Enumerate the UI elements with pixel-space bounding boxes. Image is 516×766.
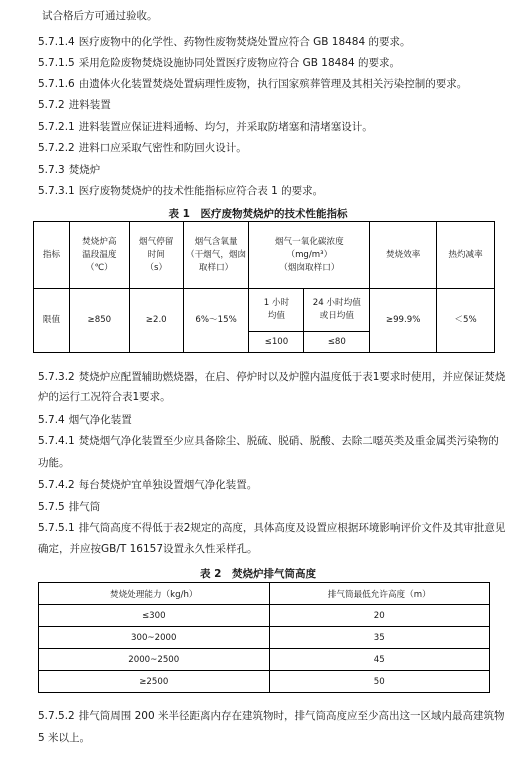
value-co-hour: ≤100 (249, 332, 304, 353)
section-heading: 5.7.2 进料装置 (38, 99, 111, 111)
header-residence: 烟气停留 时间 （s） (129, 222, 183, 289)
section-heading: 5.7.3 焚烧炉 (38, 164, 101, 176)
paragraph: 5.7.5.1 排气筒高度不得低于表2规定的高度，具体高度及设置应根据环境影响评价文件及其审批意见 (38, 522, 506, 534)
value-temp: ≥850 (69, 289, 129, 353)
paragraph: 5.7.3.1 医疗废物焚烧炉的技术性能指标应符合表 1 的要求。 (38, 185, 324, 197)
paragraph: 5.7.1.6 由遗体火化装置焚烧处置病理性废物，执行国家殡葬管理及其相关污染控制的要求。 (38, 78, 468, 90)
paragraph: 5.7.4.1 焚烧烟气净化装置至少应具备除尘、脱硫、脱硝、脱酸、去除二噁英类及重金属类污染物的 (38, 435, 499, 447)
capacity-cell: 300~2000 (39, 627, 270, 649)
paragraph: 5.7.1.4 医疗废物中的化学性、药物性废物焚烧处置应符合 GB 18484 的要求。 (38, 36, 411, 48)
table2-caption: 表 2 焚烧炉排气筒高度 (200, 568, 316, 580)
value-co-day: ≤80 (304, 332, 370, 353)
height-cell: 50 (269, 671, 489, 693)
value-residence: ≥2.0 (129, 289, 183, 353)
row-label: 限值 (34, 289, 70, 353)
header-co: 烟气一氧化碳浓度 （mg/m³） （烟囱取样口） (249, 222, 370, 289)
subheader-co-hour: 1 小时 均值 (249, 289, 304, 332)
paragraph-continuation: 5 米以上。 (38, 732, 91, 744)
paragraph: 5.7.5.2 排气筒周围 200 米半径距离内存在建筑物时，排气筒高度应至少高出这一区域内最高建筑物 (38, 710, 505, 722)
header-oxygen: 烟气含氧量 （干烟气，烟囱 取样口） (183, 222, 249, 289)
paragraph-continuation: 炉的运行工况符合表1要求。 (38, 391, 171, 403)
header-loss: 热灼减率 (437, 222, 495, 289)
header-height: 排气筒最低允许高度（m） (269, 583, 489, 605)
section-heading: 5.7.5 排气筒 (38, 501, 101, 513)
paragraph-continuation: 确定，并应按GB/T 16157设置永久性采样孔。 (38, 543, 258, 555)
paragraph: 5.7.1.5 采用危险废物焚烧设施协同处置医疗废物应符合 GB 18484 的要求。 (38, 57, 401, 69)
table1 (33, 221, 495, 353)
header-efficiency: 焚烧效率 (370, 222, 437, 289)
capacity-cell: 2000~2500 (39, 649, 270, 671)
table-row (39, 649, 490, 671)
height-cell: 35 (269, 627, 489, 649)
table2 (38, 582, 490, 693)
value-loss: ＜5% (437, 289, 495, 353)
capacity-cell: ≥2500 (39, 671, 270, 693)
header-temp: 焚烧炉高 温段温度 （℃） (69, 222, 129, 289)
height-cell: 45 (269, 649, 489, 671)
section-heading: 5.7.4 烟气净化装置 (38, 414, 132, 426)
table-row (39, 605, 490, 627)
header-capacity: 焚烧处理能力（kg/h） (39, 583, 270, 605)
paragraph: 5.7.2.1 进料装置应保证进料通畅、均匀，并采取防堵塞和清堵塞设计。 (38, 121, 373, 133)
height-cell: 20 (269, 605, 489, 627)
paragraph: 5.7.2.2 进料口应采取气密性和防回火设计。 (38, 142, 247, 154)
table1-caption: 表 1 医疗废物焚烧炉的技术性能指标 (168, 208, 348, 220)
paragraph: 5.7.3.2 焚烧炉应配置辅助燃烧器，在启、停炉时以及炉膛内温度低于表1要求时使用，并应保证焚烧 (38, 371, 506, 383)
capacity-cell: ≤300 (39, 605, 270, 627)
table-row (39, 627, 490, 649)
value-oxygen: 6%～15% (183, 289, 249, 353)
paragraph: 5.7.4.2 每台焚烧炉宜单独设置烟气净化装置。 (38, 479, 258, 491)
paragraph-continuation: 功能。 (38, 457, 70, 469)
table-row (39, 671, 490, 693)
value-efficiency: ≥99.9% (370, 289, 437, 353)
subheader-co-day: 24 小时均值 或日均值 (304, 289, 370, 332)
paragraph: 试合格后方可通过验收。 (42, 10, 158, 22)
header-indicator: 指标 (34, 222, 70, 289)
